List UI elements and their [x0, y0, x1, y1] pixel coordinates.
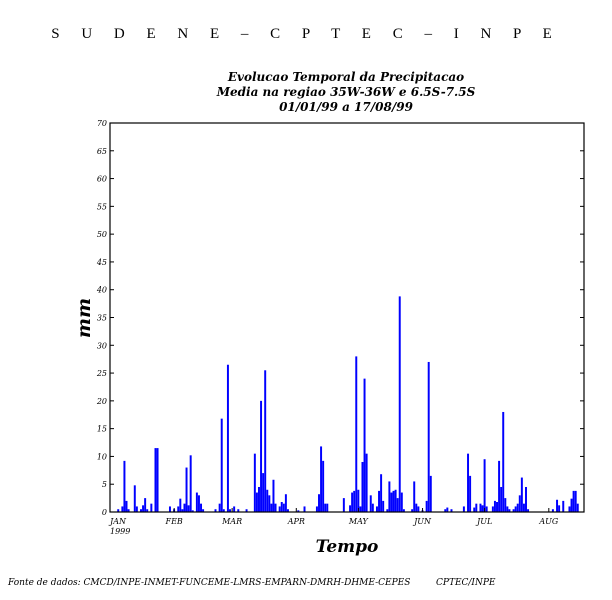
- bar-day-190: [500, 487, 502, 512]
- bar-day-220: [562, 501, 564, 512]
- bar-day-124: [364, 379, 366, 512]
- bar-day-130: [376, 506, 378, 512]
- bar-day-197: [515, 506, 517, 512]
- bar-day-104: [322, 461, 324, 512]
- bar-day-102: [318, 494, 320, 512]
- bar-day-9: [126, 501, 128, 512]
- bar-day-225: [573, 491, 575, 512]
- y-tick-label: 10: [96, 452, 107, 462]
- bar-day-80: [272, 480, 274, 512]
- chart-title-line-2: Media na regiao 35W-36W e 6.5S-7.5S: [216, 85, 476, 99]
- bar-day-156: [430, 476, 432, 512]
- bar-day-125: [366, 454, 368, 512]
- bar-day-227: [577, 504, 579, 512]
- bar-day-140: [397, 498, 399, 512]
- bar-day-200: [521, 478, 523, 512]
- bar-day-199: [519, 495, 521, 512]
- bar-day-142: [401, 493, 403, 512]
- bar-day-141: [399, 296, 401, 512]
- bar-day-76: [264, 370, 266, 512]
- bar-day-17: [142, 505, 144, 512]
- bar-day-119: [353, 491, 355, 512]
- bar-day-198: [517, 504, 519, 512]
- bar-day-24: [157, 448, 159, 512]
- bar-day-45: [200, 504, 202, 512]
- bar-day-34: [177, 506, 179, 512]
- bar-day-37: [183, 504, 185, 512]
- bar-day-193: [506, 506, 508, 512]
- bar-day-218: [558, 505, 560, 512]
- bar-day-72: [256, 493, 258, 512]
- bar-day-43: [196, 493, 198, 512]
- bar-day-149: [415, 504, 417, 512]
- bar-day-164: [446, 508, 448, 512]
- bar-day-188: [496, 502, 498, 512]
- bar-day-114: [343, 498, 345, 512]
- bar-day-150: [417, 506, 419, 512]
- bar-day-118: [351, 493, 353, 512]
- bar-day-175: [469, 476, 471, 512]
- bar-day-136: [388, 481, 390, 512]
- bar-day-30: [169, 506, 171, 512]
- bar-day-44: [198, 495, 200, 512]
- bar-day-186: [492, 506, 494, 512]
- y-tick-label: 15: [96, 424, 107, 434]
- bar-day-86: [285, 494, 287, 512]
- y-tick-label: 0: [101, 508, 107, 517]
- chart-title-line-1: Evolucao Temporal da Precipitacao: [227, 70, 465, 84]
- bar-day-154: [426, 501, 428, 512]
- bar-day-217: [556, 500, 558, 512]
- bar-day-123: [361, 462, 363, 512]
- credit-note: CPTEC/INPE: [436, 578, 496, 588]
- bar-day-137: [390, 493, 392, 512]
- bar-day-131: [378, 491, 380, 512]
- bar-day-18: [144, 498, 146, 512]
- y-tick-label: 35: [96, 313, 107, 323]
- bar-day-38: [186, 468, 188, 512]
- x-tick-label-jun: JUN: [414, 517, 432, 526]
- bar-day-78: [268, 495, 270, 512]
- bar-day-155: [428, 362, 430, 512]
- bar-day-54: [219, 504, 221, 512]
- bar-day-120: [355, 356, 357, 512]
- y-tick-label: 60: [96, 174, 107, 184]
- bar-day-95: [304, 506, 306, 512]
- x-axis-label: Tempo: [315, 537, 379, 557]
- x-tick-label-apr: APR: [287, 517, 305, 526]
- bar-day-8: [123, 461, 125, 512]
- bar-day-172: [463, 506, 465, 512]
- bar-day-13: [134, 485, 136, 512]
- bar-day-7: [121, 506, 123, 512]
- bar-day-117: [349, 505, 351, 512]
- bar-day-40: [190, 455, 192, 512]
- bar-day-61: [233, 506, 235, 512]
- y-tick-label: 70: [96, 119, 107, 128]
- bar-day-101: [316, 506, 318, 512]
- bar-day-55: [221, 419, 223, 512]
- bar-day-178: [475, 504, 477, 512]
- y-tick-label: 65: [96, 146, 107, 156]
- bar-day-191: [502, 412, 504, 512]
- bar-day-192: [504, 498, 506, 512]
- y-tick-label: 40: [96, 285, 107, 295]
- bar-day-81: [275, 504, 277, 512]
- bar-day-58: [227, 365, 229, 512]
- bar-day-73: [258, 487, 260, 512]
- bar-day-85: [283, 504, 285, 512]
- bar-day-182: [484, 459, 486, 512]
- bar-day-77: [266, 490, 268, 512]
- bar-day-181: [482, 505, 484, 512]
- bar-day-132: [380, 474, 382, 512]
- bar-day-71: [254, 454, 256, 512]
- bar-day-177: [473, 508, 475, 512]
- y-tick-label: 55: [96, 202, 107, 212]
- bar-day-74: [260, 401, 262, 512]
- bar-day-223: [568, 506, 570, 512]
- bar-day-103: [320, 446, 322, 512]
- y-tick-label: 20: [96, 396, 107, 406]
- bar-day-83: [279, 506, 281, 512]
- bar-day-224: [571, 499, 573, 512]
- chart-title-line-3: 01/01/99 a 17/08/99: [279, 100, 413, 114]
- x-tick-label-mar: MAR: [222, 517, 243, 526]
- x-tick-label-may: MAY: [348, 517, 368, 526]
- bar-day-84: [281, 502, 283, 512]
- bar-day-39: [188, 505, 190, 512]
- y-axis: [96, 119, 584, 517]
- bar-day-226: [575, 491, 577, 512]
- bar-day-133: [382, 501, 384, 512]
- bar-day-202: [525, 487, 527, 512]
- bar-day-201: [523, 504, 525, 512]
- bar-day-128: [372, 504, 374, 512]
- bar-day-180: [479, 504, 481, 512]
- bar-day-139: [395, 490, 397, 512]
- bar-day-79: [270, 504, 272, 512]
- x-tick-label-aug: AUG: [539, 517, 559, 526]
- bar-day-189: [498, 461, 500, 512]
- bar-day-14: [136, 506, 138, 512]
- y-axis-label: mm: [73, 297, 95, 339]
- bar-day-35: [179, 499, 181, 512]
- bar-day-21: [150, 504, 152, 512]
- bar-day-75: [262, 473, 264, 512]
- bar-day-105: [324, 504, 326, 512]
- bars-group: [117, 296, 578, 512]
- bar-day-122: [359, 506, 361, 512]
- x-tick-label-feb: FEB: [165, 517, 183, 526]
- bar-day-138: [393, 491, 395, 512]
- x-year-label: 1999: [110, 527, 131, 536]
- bar-day-183: [486, 506, 488, 512]
- bar-day-187: [494, 501, 496, 512]
- y-tick-label: 50: [96, 230, 107, 240]
- bar-day-127: [370, 495, 372, 512]
- data-source-note: Fonte de dados: CMCD/INPE-INMET-FUNCEME-LMRS-EMPARN-DMRH-DHME-CEPES: [8, 578, 411, 588]
- bar-day-23: [155, 448, 157, 512]
- y-tick-label: 5: [101, 480, 107, 490]
- header-title: S U D E N E – C P T E C – I N P E: [51, 26, 561, 42]
- x-tick-label-jan: JAN: [110, 517, 126, 526]
- bar-day-106: [326, 504, 328, 512]
- y-tick-label: 45: [96, 257, 107, 267]
- y-tick-label: 25: [96, 369, 107, 379]
- bar-day-174: [467, 454, 469, 512]
- x-tick-label-jul: JUL: [477, 517, 493, 526]
- bar-day-148: [413, 481, 415, 512]
- plot-frame: [110, 123, 584, 512]
- y-tick-label: 30: [96, 341, 107, 351]
